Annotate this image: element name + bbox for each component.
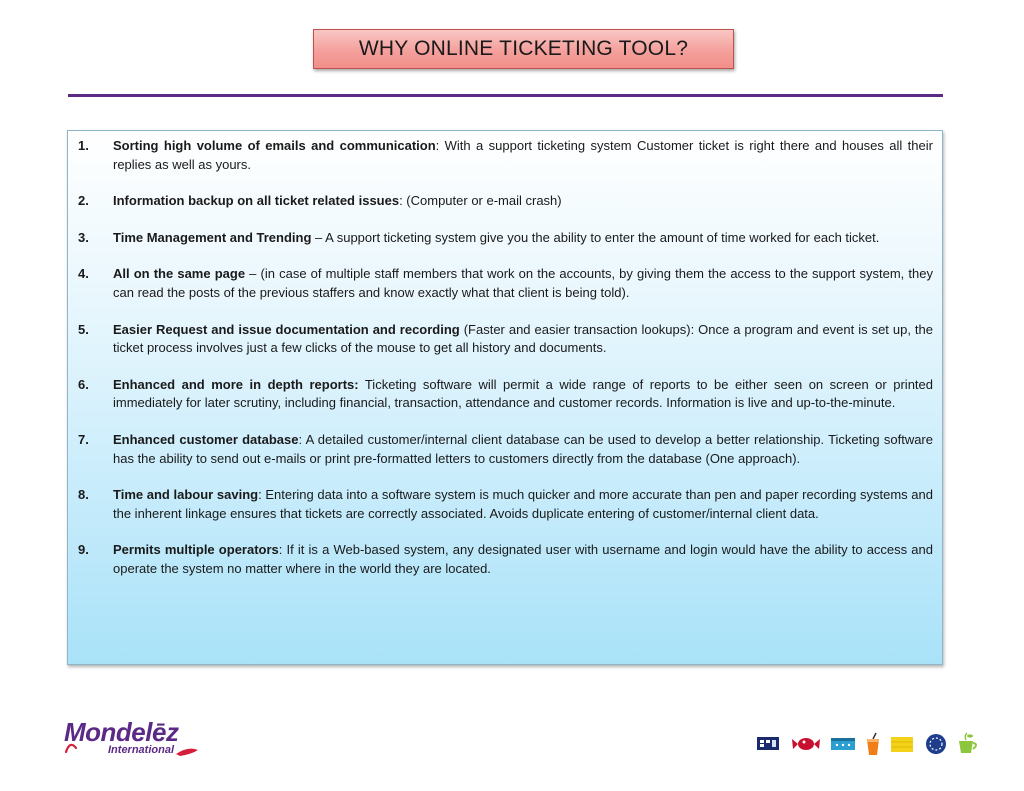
- item-heading: All on the same page: [113, 266, 246, 282]
- item-text: [113, 265, 933, 302]
- list-item: [78, 541, 933, 578]
- item-heading: Enhanced customer database: [113, 431, 299, 447]
- item-number: 7.: [78, 431, 89, 447]
- item-number: 9.: [78, 542, 89, 558]
- item-number: 8.: [78, 487, 89, 503]
- mondelez-logo: [64, 718, 204, 760]
- page-title: WHY ONLINE TICKETING TOOL?: [358, 37, 689, 60]
- list-item: [78, 431, 933, 468]
- list-item: [78, 321, 933, 358]
- list-item: [78, 265, 933, 302]
- item-heading: Easier Request and issue documentation and recording: [113, 321, 460, 337]
- item-text: [113, 431, 933, 468]
- item-number: 3.: [78, 229, 89, 245]
- reasons-list: [78, 137, 933, 579]
- item-number: 6.: [78, 376, 89, 392]
- item-text: [113, 229, 933, 248]
- item-body: – (in case of multiple staff members that work on the accounts, by giving them the access to the support system, they can read the posts of the previous staffers and know exactly what that client is being told).: [113, 266, 933, 300]
- item-heading: Time and labour saving: [113, 487, 259, 503]
- item-body: Ticketing software will permit a wide range of reports to be either seen on screen or printed immediately for later scrutiny, including financial, transaction, attendance and customer records. Information is live and up-to-the-minute.: [113, 376, 933, 411]
- list-item: [78, 486, 933, 523]
- title-divider: [68, 94, 943, 97]
- brand-icon-strip: [756, 732, 982, 756]
- logo-subtitle: International: [108, 744, 175, 756]
- item-text: [113, 321, 933, 358]
- item-heading: Information backup on all ticket related issues: [113, 193, 400, 209]
- item-text: [113, 376, 933, 413]
- drink-icon: [864, 732, 882, 756]
- item-number: 4.: [78, 266, 89, 282]
- item-body: (Faster and easier transaction lookups): Once a program and event is set up, the ticket process involves just a few clicks of the mouse to get all history and documents.: [113, 321, 934, 356]
- item-text: [113, 486, 933, 523]
- logo-wordmark: Mondelēz: [64, 717, 179, 747]
- content-box: [67, 130, 943, 665]
- item-body: : If it is a Web-based system, any designated user with username and login would have the ability to access and operate the system no matter where in the world they are located.: [113, 542, 933, 576]
- item-text: [113, 137, 933, 174]
- list-item: [78, 376, 933, 413]
- item-text: [113, 192, 933, 211]
- coffee-icon: [924, 732, 948, 756]
- item-number: 1.: [78, 138, 89, 153]
- list-item: [78, 137, 933, 174]
- item-body: : With a support ticketing system Customer ticket is right there and houses all their replies as well as yours.: [113, 138, 933, 172]
- item-body: : Entering data into a software system is much quicker and more accurate than pen and paper recording systems and the inherent linkage ensures that tickets are correctly associated. Avoids duplicate entering of customer/internal client data.: [113, 487, 933, 521]
- item-body: – A support ticketing system give you the ability to enter the amount of time worked for each ticket.: [311, 229, 880, 245]
- cup-icon: [956, 732, 982, 756]
- item-number: 5.: [78, 321, 89, 337]
- item-number: 2.: [78, 193, 89, 209]
- item-body: : (Computer or e-mail crash): [399, 193, 562, 209]
- item-heading: Sorting high volume of emails and communication: [113, 138, 436, 153]
- list-item: [78, 229, 933, 248]
- candy-icon: [791, 732, 821, 754]
- list-item: [78, 192, 933, 211]
- item-heading: Time Management and Trending: [113, 229, 312, 245]
- cheese-icon: [890, 732, 914, 754]
- item-heading: Permits multiple operators: [113, 542, 279, 558]
- item-text: [113, 541, 933, 578]
- biscuit-icon: [756, 732, 780, 754]
- item-heading: Enhanced and more in depth reports:: [113, 376, 359, 392]
- item-body: : A detailed customer/internal client database can be used to develop a better relationship. Ticketing software has the ability to send out e-mails or print pre-formatted letters to customers directly from the database (One approach).: [113, 431, 933, 466]
- title-box: [313, 29, 734, 69]
- cracker-icon: [830, 732, 856, 754]
